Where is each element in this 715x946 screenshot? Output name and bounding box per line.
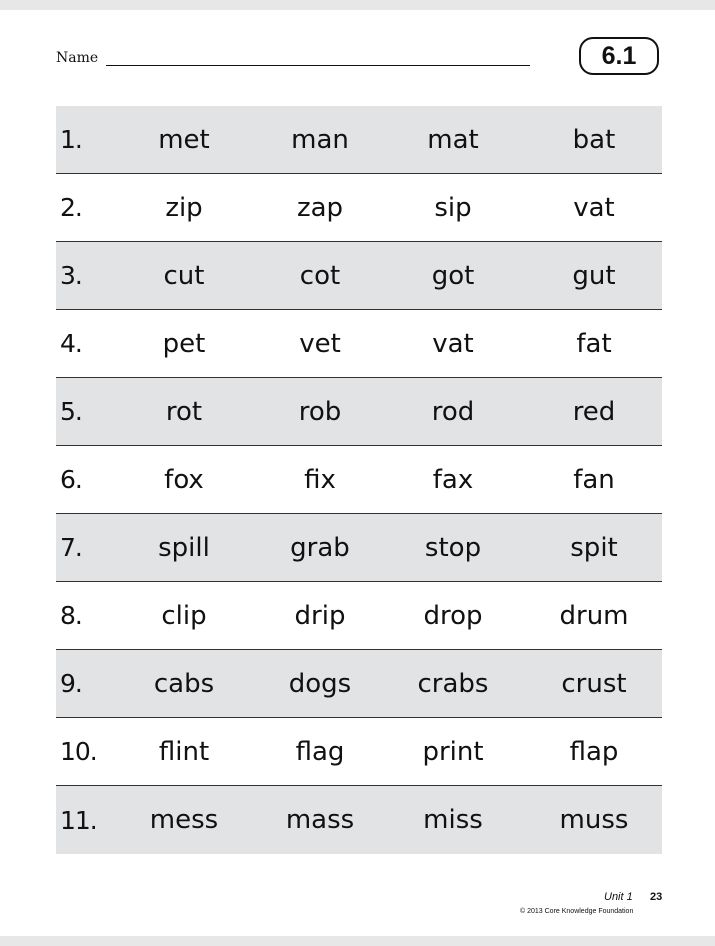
word: rob [298,396,342,427]
word: grab [290,532,350,563]
page-number: 23 [650,891,663,903]
word: mass [285,805,355,835]
row-number: 2. [60,193,82,222]
word: clip [161,600,207,631]
word: vat [432,328,474,359]
word: crust [561,668,627,699]
word: drop [423,600,483,631]
word: rod [431,396,475,427]
word: vat [573,192,615,223]
word: miss [423,805,483,835]
word: flint [158,736,210,767]
word: mat [427,124,479,155]
word: spit [570,532,618,563]
table-row [56,242,662,310]
word: spill [158,532,210,563]
word: crabs [417,668,489,699]
table-row [56,718,662,786]
name-field-line [106,65,530,66]
word: fan [573,464,615,495]
row-number: 11. [60,805,97,835]
table-row [56,378,662,446]
word: cabs [153,668,215,699]
row-number: 10. [60,737,97,766]
word: drip [294,600,346,631]
word: pet [162,328,206,359]
word: vet [299,328,341,359]
word: fat [576,328,612,359]
table-row [56,174,662,242]
copyright-notice: © 2013 Core Knowledge Foundation [520,908,634,915]
word: muss [559,805,629,835]
word: mess [149,805,219,835]
table-row [56,786,662,854]
word-list-table [56,106,662,854]
word: zip [165,192,203,223]
top-page-edge [0,0,715,10]
bottom-page-edge [0,936,715,946]
word: drum [559,600,629,631]
table-row [56,582,662,650]
name-label: Name [56,50,99,66]
word: fix [304,464,336,495]
row-number: 3. [60,261,82,290]
row-number: 8. [60,601,82,630]
word: flap [569,736,619,767]
table-row [56,106,662,174]
word: rot [165,396,203,427]
word: print [422,736,484,767]
word: bat [572,124,616,155]
table-row [56,650,662,718]
word: dogs [288,668,352,699]
word: fax [432,464,474,495]
table-row [56,310,662,378]
row-number: 6. [60,465,82,494]
row-number: 7. [60,533,82,562]
word: cut [163,260,205,291]
word: fox [164,464,204,495]
word: cot [299,260,341,291]
footer-unit-label: Unit 1 [604,891,633,903]
table-row [56,446,662,514]
word: flag [295,736,345,767]
word: man [291,124,349,155]
word: red [572,396,616,427]
word: zap [296,192,344,223]
table-row [56,514,662,582]
word: sip [434,192,472,223]
row-number: 5. [60,397,82,426]
word: gut [572,260,616,291]
lesson-number-badge: 6.1 [579,37,659,75]
row-number: 4. [60,329,82,358]
row-number: 9. [60,669,82,698]
word: met [158,124,210,155]
word: got [431,260,475,291]
word: stop [424,532,482,563]
row-number: 1. [60,125,82,154]
